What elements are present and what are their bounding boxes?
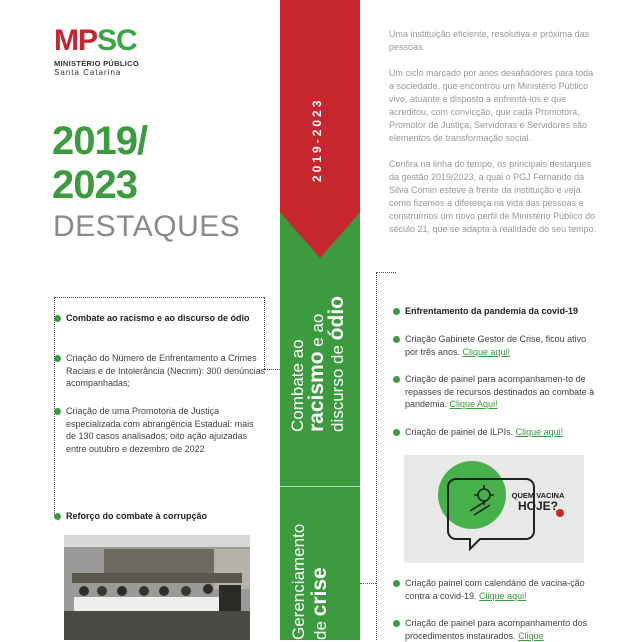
list-item: Criação de painel de ILPIs. Clique aqui! [405, 426, 595, 439]
list-item: Combate ao racismo e ao discurso de ódio [66, 312, 256, 325]
list-item: Enfrentamento da pandemia da covid-19 [405, 305, 605, 318]
bullet-dot [393, 620, 400, 627]
band-section-racismo: Combate ao racismo e ao discurso de ódio [288, 296, 348, 432]
press-conference-photo [64, 535, 250, 640]
connector-line [54, 297, 55, 515]
bullet-dot [393, 580, 400, 587]
bullet-dot [54, 355, 61, 362]
mpsc-logo [54, 26, 164, 77]
logo-mark: MPSC [54, 24, 137, 57]
title-year-start: 2019/ [52, 119, 148, 163]
title-destaques: DESTAQUES [53, 210, 241, 243]
vaccine-illustration [404, 455, 584, 563]
logo-line1: MINISTÉRIO PÚBLICO [54, 59, 139, 68]
bullet-dot [54, 315, 61, 322]
link-calendario-vacina[interactable]: Clique aqui! [479, 590, 527, 601]
bullet-dot [393, 336, 400, 343]
bullet-dot [54, 408, 61, 415]
list-item: Criação de painel para acompanhamen-to de repasses de recursos destinados ao combate à pandemia. Clique Aqui! [405, 373, 595, 411]
band-divider [280, 486, 360, 487]
list-item: Criação de uma Promotoria de Justiça especializada com abrangência Estadual: mais de 130 casos analisados; oito ação ajuizadas entre outubro e dezembro de 2022 [66, 405, 266, 455]
intro-paragraph: Um ciclo marcado por anos desafiadores para toda a sociedade, que encontrou um Ministério Público vivo, atuante e disposto a enfrentá-los e que acreditou, com convicção, que cada Promotora, Promotor de Justiça, Servidoras e Servidores são elementos de transformação social. [389, 68, 594, 143]
band-year-label: 2019-2023 [310, 97, 324, 182]
logo-line2: Santa Catarina [54, 68, 122, 77]
connector-line [360, 583, 376, 584]
bullet-dot [54, 513, 61, 520]
connector-line [376, 272, 377, 640]
list-item: Criação painel com calendário de vacina-ção contra a covid-19. Clique aqui! [405, 577, 595, 602]
connector-line [376, 272, 396, 273]
link-painel-ilpis[interactable]: Clique aqui! [515, 427, 564, 437]
title-year-end: 2023 [52, 163, 137, 207]
link-procedimentos[interactable]: Clique [518, 630, 544, 641]
bullet-dot [393, 376, 400, 383]
intro-paragraph: Uma instituição eficiente, resolutiva e próxima das pessoas. [389, 29, 590, 52]
intro-text [389, 28, 599, 249]
band-section-crise: Gerenciamento de crise [289, 523, 331, 640]
intro-paragraph: Confira na linha do tempo, os principais destaques da gestão 2019/2023, a qual o PGJ Fernando da Silva Comin esteve à frente da instituição e veja como fizemos a diferença na vida das pessoas e construímos um novo perfil de Ministério Público do século 21, que se adapta à realidade do seu tempo. [389, 159, 597, 234]
link-gabinete[interactable]: Clique aqui! [462, 346, 511, 357]
list-item: Criação de painel para acompanhamento dos procedimentos instaurados. Clique [405, 617, 595, 642]
link-painel-repasses[interactable]: Clique Aqui! [449, 399, 498, 409]
list-item: Criação do Número de Enfrentamento a Crimes Raciais e de Intolerância (Necrim): 300 denúncias acompanhadas; [66, 352, 266, 390]
list-item: Criação Gabinete Gestor de Crise, ficou ativo por três anos. Clique aqui! [405, 333, 590, 358]
bullet-dot [393, 429, 400, 436]
list-item: Reforço do combate à corrupção [66, 510, 256, 523]
connector-line [264, 369, 280, 370]
bullet-dot [393, 308, 400, 315]
vaccine-caption: QUEM VACINA HOJE? [511, 491, 565, 513]
connector-line [54, 297, 264, 298]
